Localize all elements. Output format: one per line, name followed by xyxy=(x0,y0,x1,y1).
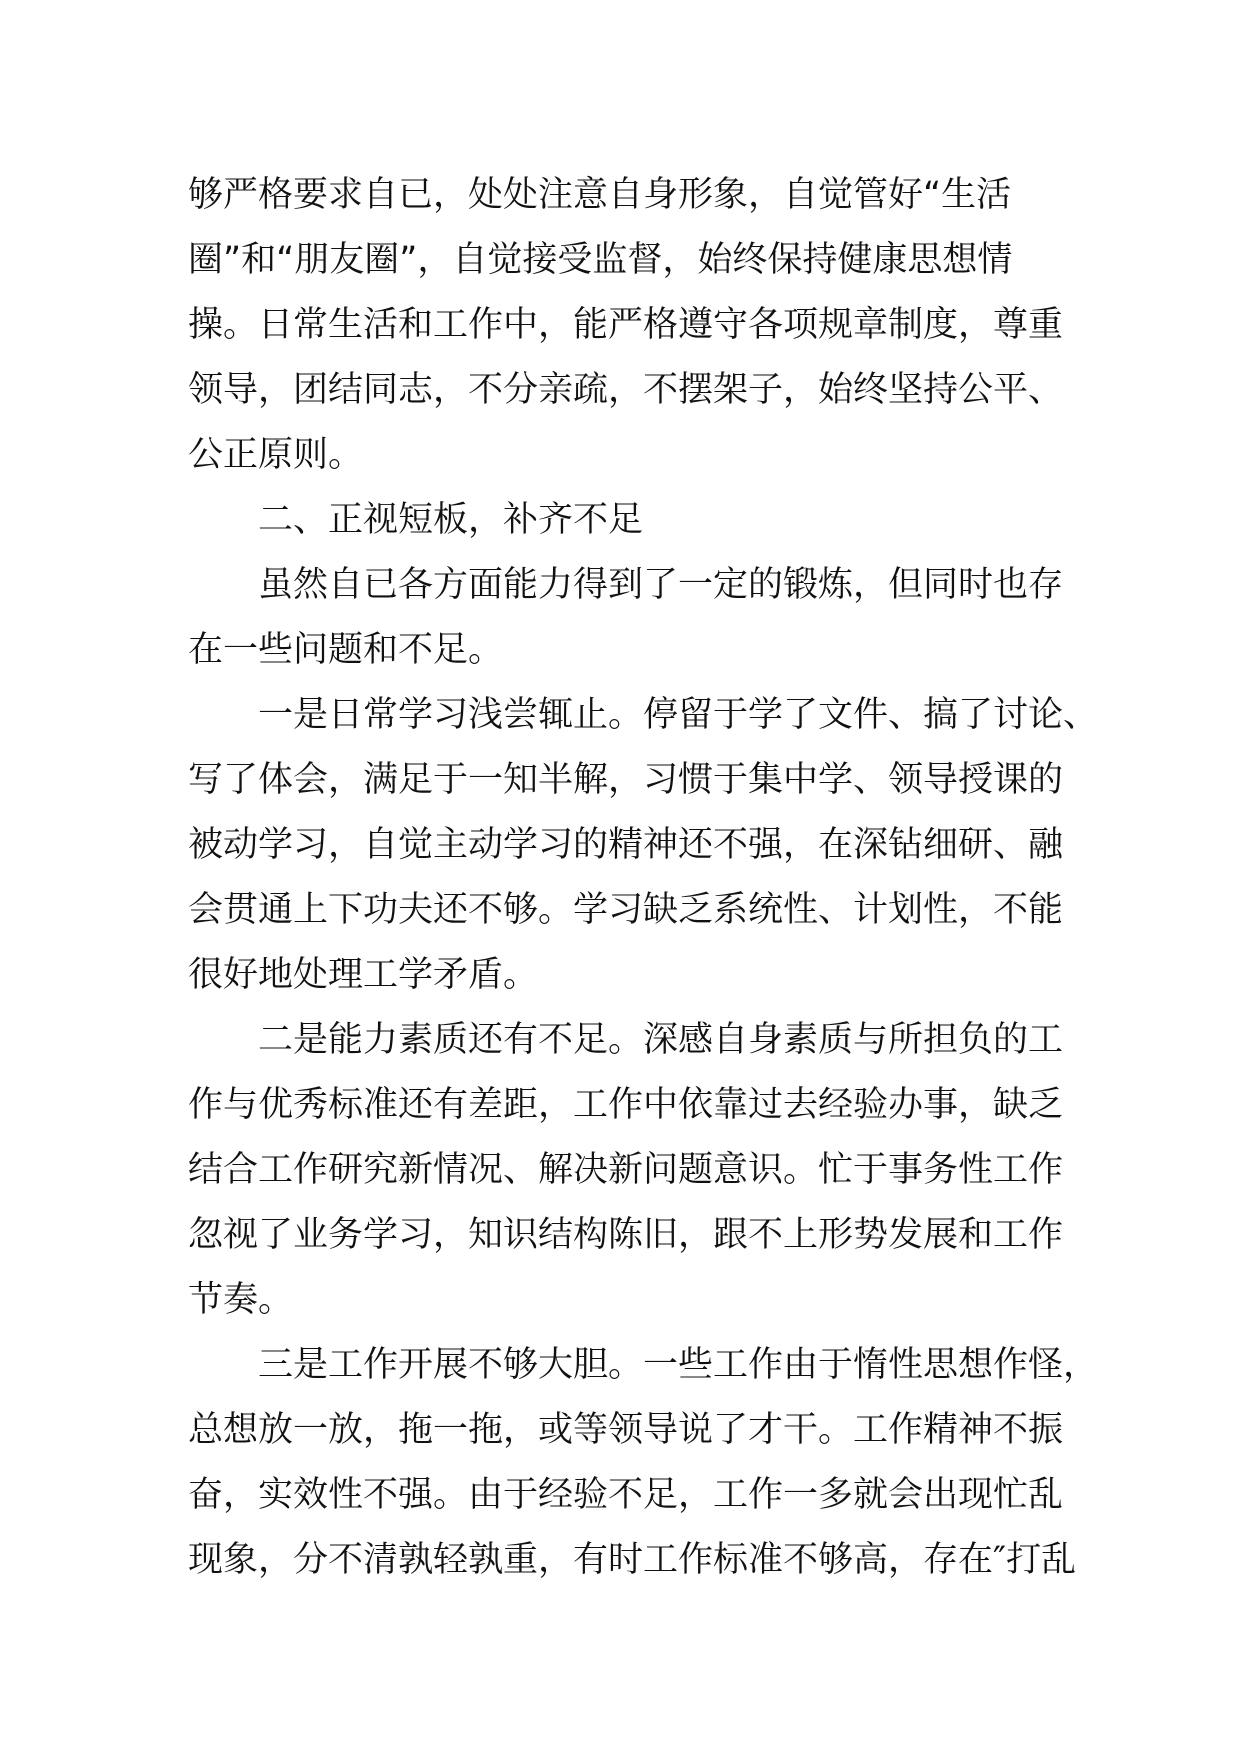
text-line: 在一些问题和不足。 xyxy=(188,630,504,670)
text-line: 二是能力素质还有不足。深感自身素质与所担负的工 xyxy=(258,1020,1064,1060)
text-line: 结合工作研究新情况、解决新问题意识。忙于事务性工作 xyxy=(188,1150,1064,1190)
document-body xyxy=(188,163,1099,1593)
section-heading: 二、正视短板，补齐不足 xyxy=(258,500,644,540)
text-line: 虽然自已各方面能力得到了一定的锻炼，但同时也存 xyxy=(258,565,1064,605)
text-line: 会贯通上下功夫还不够。学习缺乏系统性、计划性，不能 xyxy=(188,890,1064,930)
text-line: 一是日常学习浅尝辄止。停留于学了文件、搞了讨论、 xyxy=(258,695,1099,735)
text-line: 够严格要求自已，处处注意自身形象，自觉管好“生活 xyxy=(188,175,1012,215)
text-line: 很好地处理工学矛盾。 xyxy=(188,955,539,995)
text-line: 操。日常生活和工作中，能严格遵守各项规章制度，尊重 xyxy=(188,305,1064,345)
text-line: 现象，分不清孰轻孰重，有时工作标准不够高，存在″打乱 xyxy=(188,1540,1077,1580)
text-line: 三是工作开展不够大胆。一些工作由于惰性思想作怪， xyxy=(258,1345,1099,1385)
text-line: 圈”和“朋友圈”，自觉接受监督，始终保持健康思想情 xyxy=(188,240,1013,280)
text-line: 总想放一放，拖一拖，或等领导说了才干。工作精神不振 xyxy=(188,1410,1064,1450)
text-line: 领导，团结同志，不分亲疏，不摆架子，始终坚持公平、 xyxy=(188,370,1064,410)
text-line: 忽视了业务学习，知识结构陈旧，跟不上形势发展和工作 xyxy=(188,1215,1064,1255)
text-line: 写了体会，满足于一知半解，习惯于集中学、领导授课的 xyxy=(188,760,1064,800)
text-line: 公正原则。 xyxy=(188,435,364,475)
text-line: 作与优秀标准还有差距，工作中依靠过去经验办事，缺乏 xyxy=(188,1085,1064,1125)
text-line: 奋，实效性不强。由于经验不足，工作一多就会出现忙乱 xyxy=(188,1475,1064,1515)
text-line: 节奏。 xyxy=(188,1280,294,1320)
text-line: 被动学习，自觉主动学习的精神还不强，在深钻细研、融 xyxy=(188,825,1064,865)
